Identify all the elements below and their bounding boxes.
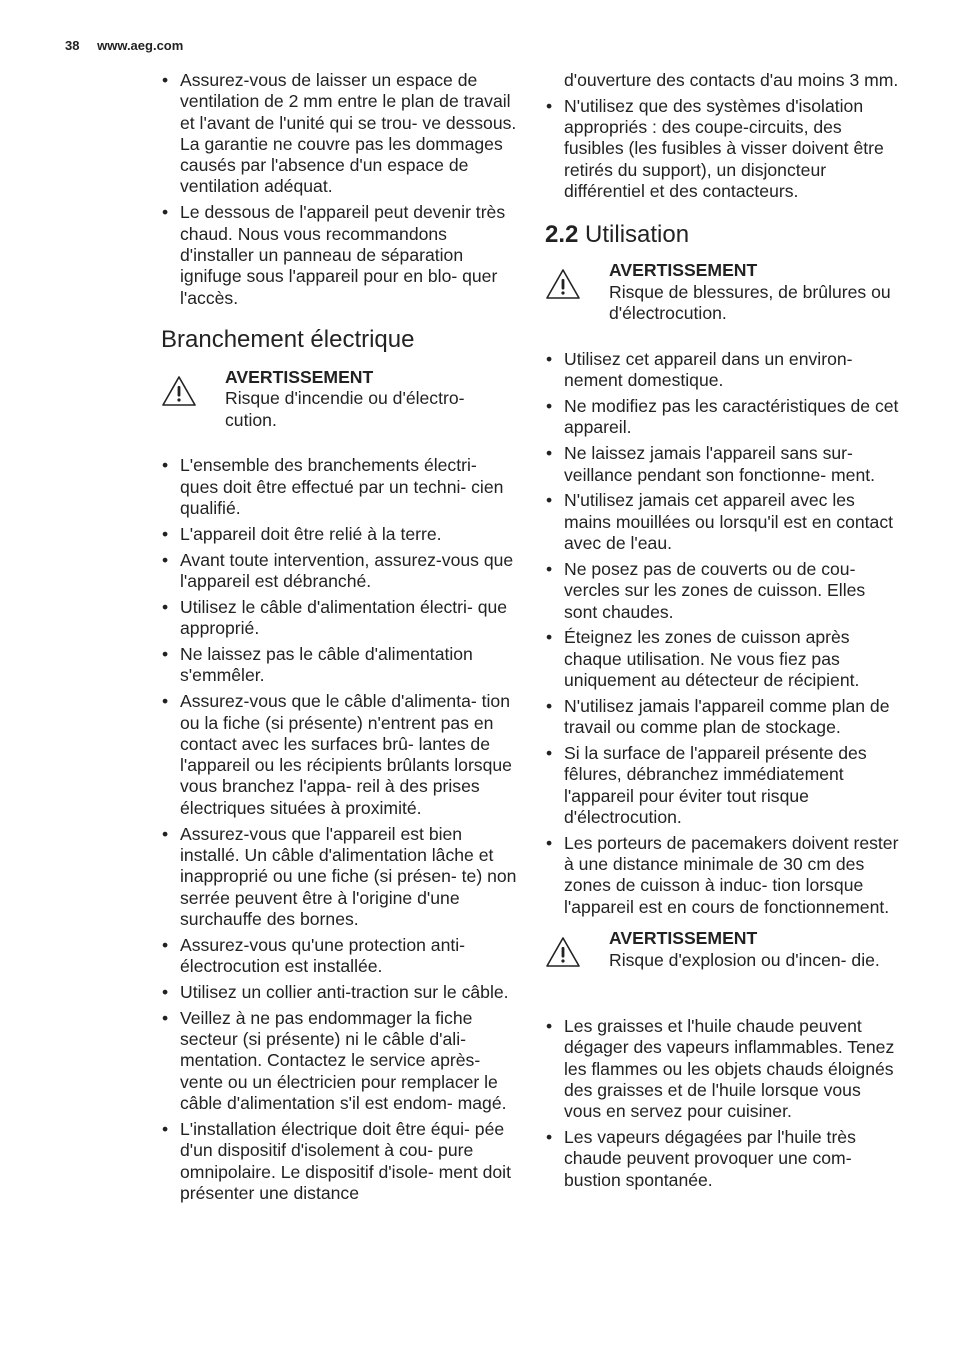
list-item: • Les graisses et l'huile chaude peuvent dégager des vapeurs inflammables. Tenez les flammes ou les objets chauds éloignés des graisses et de l'huile lorsque vous vous en servez pour cuisiner.: [545, 1016, 901, 1122]
section-number: 2.2: [545, 221, 579, 249]
list-item: • Assurez-vous de laisser un espace de ventilation de 2 mm entre le plan de travail et l'avant de l'unité qui se trou- ve dessous. La garantie ne couvre pas les dommages causés par l'absence d'un espace de ventilation adéquat.: [161, 70, 517, 198]
warning-text: Risque de blessures, de brûlures ou d'électrocution.: [609, 281, 891, 324]
list-item: • Assurez-vous que l'appareil est bien installé. Un câble d'alimentation lâche et inapproprié ou une fiche (si présen- te) non serrée peuvent être à l'origine d'une surchauffe des bornes.: [161, 824, 517, 930]
list-item: • Utilisez un collier anti-traction sur le câble.: [161, 982, 517, 1003]
list-item: • N'utilisez jamais l'appareil comme plan de travail ou comme plan de stockage.: [545, 696, 901, 739]
list-item: • Veillez à ne pas endommager la fiche secteur (si présente) ni le câble d'ali- mentation. Contactez le service après- vente ou un électricien pour remplacer le câble d'alimentation s'il est endom- magé.: [161, 1008, 517, 1114]
section-title: Utilisation: [585, 221, 690, 249]
list-item: • Assurez-vous qu'une protection anti- électrocution est installée.: [161, 935, 517, 978]
list-item: • Ne laissez pas le câble d'alimentation s'emmêler.: [161, 644, 517, 687]
list-item-continued: d'ouverture des contacts d'au moins 3 mm.: [564, 70, 899, 90]
list-item: • Ne laissez jamais l'appareil sans sur- veillance pendant son fonctionne- ment.: [545, 443, 901, 486]
list-item: • Assurez-vous que le câble d'alimenta- tion ou la fiche (si présente) n'entrent pas en contact avec les surfaces brû- lantes de l'appareil ou les récipients brûlants lorsque vous branchez l'appa- reil à des prises électriques situées à proximité.: [161, 691, 517, 819]
list-item: • Éteignez les zones de cuisson après chaque utilisation. Ne vous fiez pas uniquement au détecteur de récipient.: [545, 627, 901, 691]
section-heading-branchement: Branchement électrique: [161, 325, 415, 353]
warning-box: [545, 260, 901, 325]
list-item: • N'utilisez jamais cet appareil avec les mains mouillées ou lorsqu'il est en contact avec de l'eau.: [545, 490, 901, 554]
warning-triangle-icon: [545, 936, 581, 968]
continued-list: [545, 70, 901, 202]
list-item: • Utilisez cet appareil dans un environ- nement domestique.: [545, 349, 901, 392]
website-link[interactable]: www.aeg.com: [97, 38, 184, 53]
intro-list: [161, 70, 517, 309]
list-item: • Si la surface de l'appareil présente des fêlures, débranchez immédiatement l'appareil pour éviter tout risque d'électrocution.: [545, 743, 901, 828]
list-item: • L'installation électrique doit être équi- pée d'un dispositif d'isolement à cou- pure omnipolaire. Le dispositif d'isole- ment doit présenter une distance: [161, 1119, 517, 1204]
warning-box: [545, 928, 901, 992]
right-column: [545, 70, 901, 1196]
electrical-list: [161, 455, 517, 1204]
list-item: • L'appareil doit être relié à la terre.: [161, 524, 517, 545]
list-item: • Ne posez pas de couverts ou de cou- vercles sur les zones de cuisson. Elles sont chaudes.: [545, 559, 901, 623]
list-item: • L'ensemble des branchements électri- ques doit être effectué par un techni- cien qualifié.: [161, 455, 517, 519]
warning-title: AVERTISSEMENT: [609, 260, 758, 281]
fire-list: [545, 1016, 901, 1191]
warning-triangle-icon: [545, 268, 581, 300]
list-item: • Les porteurs de pacemakers doivent rester à une distance minimale de 30 cm des zones de cuisson à induc- tion lorsque l'appareil est en cours de fonctionnement.: [545, 833, 901, 918]
list-item: • Avant toute intervention, assurez-vous que l'appareil est débranché.: [161, 550, 517, 593]
warning-title: AVERTISSEMENT: [609, 928, 758, 949]
list-item: • Ne modifiez pas les caractéristiques de cet appareil.: [545, 396, 901, 439]
warning-text: Risque d'incendie ou d'électro- cution.: [225, 388, 465, 430]
page-number: 38: [65, 38, 80, 53]
warning-text: Risque d'explosion ou d'incen- die.: [609, 949, 880, 970]
warning-box: [161, 367, 517, 432]
usage-list: [545, 349, 901, 918]
page-header: [65, 38, 183, 53]
list-item: • N'utilisez que des systèmes d'isolation appropriés : des coupe-circuits, des fusibles (les fusibles à visser doivent être retirés du support), un disjoncteur différentiel et des contacteurs.: [545, 96, 901, 202]
list-item: • Le dessous de l'appareil peut devenir très chaud. Nous vous recommandons d'installer un panneau de séparation ignifuge sous l'appareil pour en blo- quer l'accès.: [161, 202, 517, 308]
warning-triangle-icon: [161, 375, 197, 407]
section-heading-utilisation: [545, 220, 901, 250]
list-item: • Les vapeurs dégagées par l'huile très chaude peuvent provoquer une com- bustion spontanée.: [545, 1127, 901, 1191]
list-item: • Utilisez le câble d'alimentation électri- que approprié.: [161, 597, 517, 640]
left-column: [161, 70, 517, 1209]
warning-title: AVERTISSEMENT: [225, 366, 374, 387]
